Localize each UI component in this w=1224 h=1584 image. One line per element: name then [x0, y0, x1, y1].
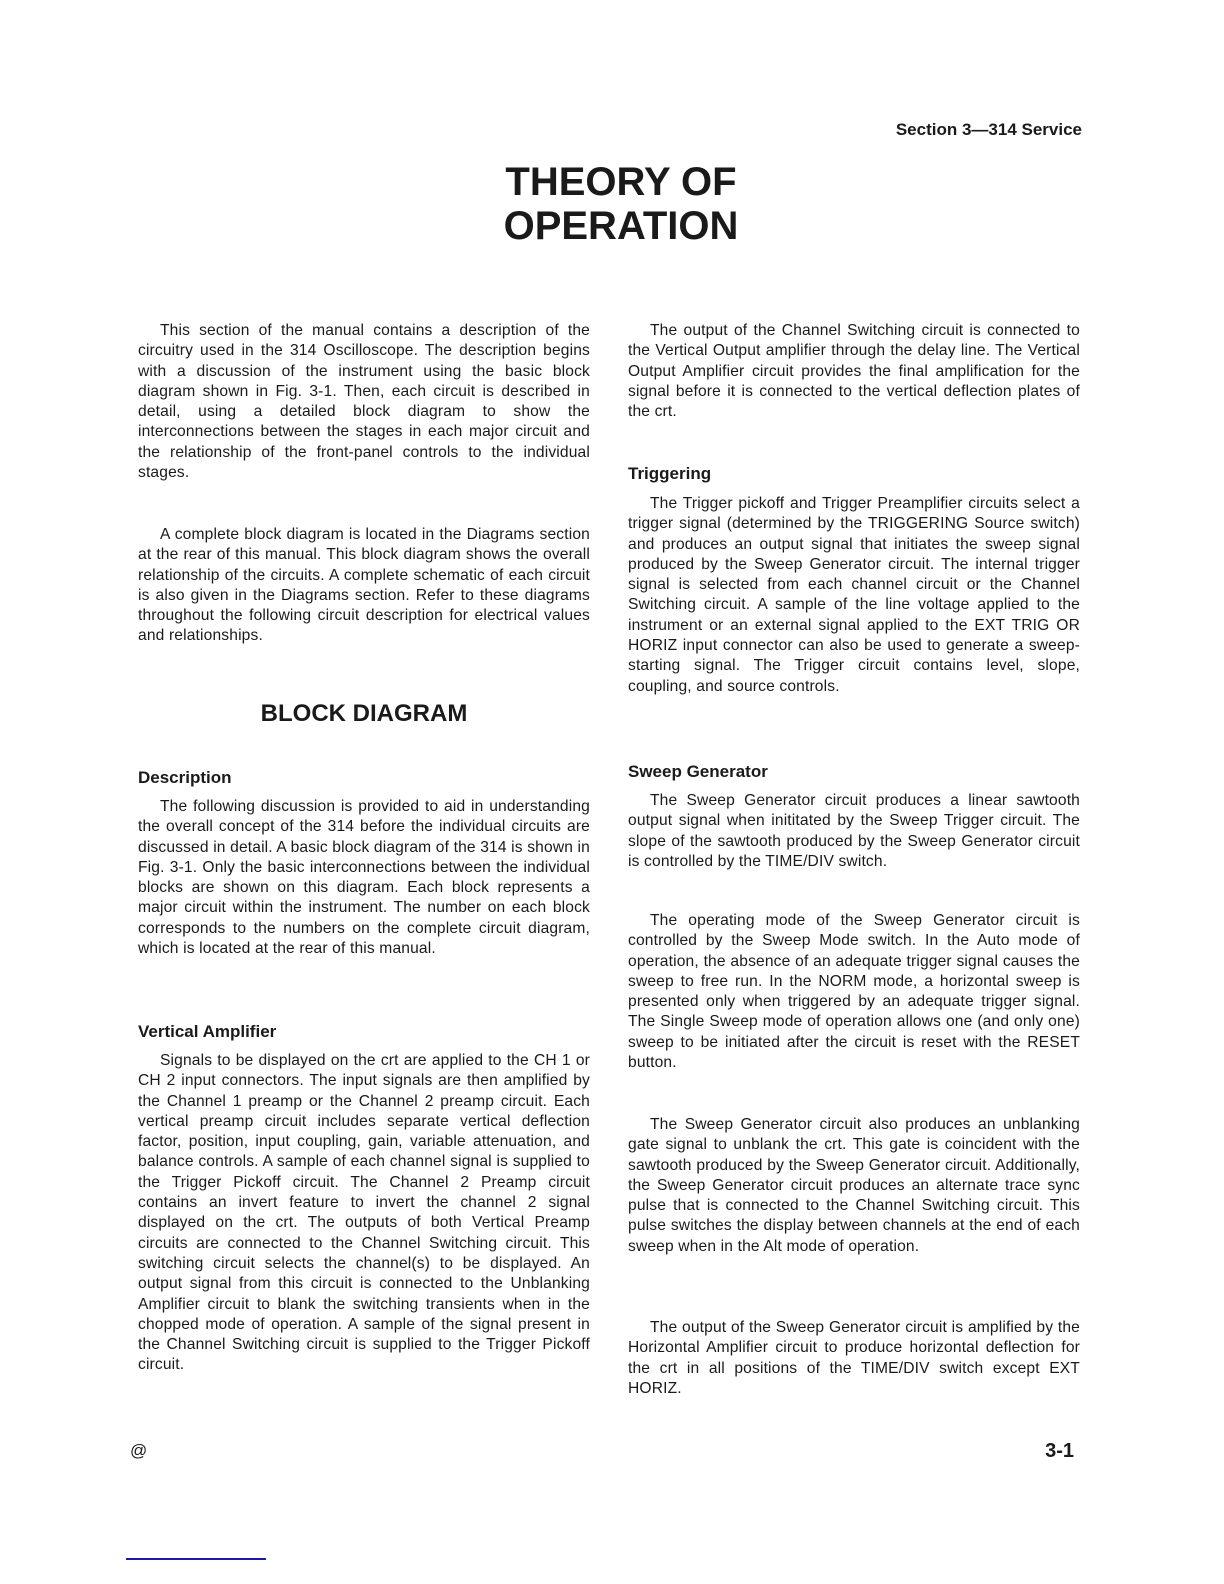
sweep-paragraph-1: The Sweep Generator circuit produces a linear sawtooth output signal when inititated by the Sweep Trigger circuit. The slope of the sawtooth produced by the Sweep Generator circuit is controlled by the TIME/DIV switch.: [628, 792, 1080, 870]
intro-paragraph-1: This section of the manual contains a description of the circuitry used in the 314 Oscilloscope. The description begins with a discussion of the instrument using the basic block diagram shown in Fig. 3-1. Then, each circuit is described in detail, using a detailed block diagram to show the interconnections between the stages in each major circuit and the relationship of the front-panel controls to the individual stages.: [138, 322, 590, 482]
output-paragraph: The output of the Channel Switching circuit is connected to the Vertical Output amplifier through the delay line. The Vertical Output Amplifier circuit provides the final amplification for the signal before it is connected to the vertical deflection plates of the crt.: [628, 322, 1080, 421]
vertical-amplifier-heading: Vertical Amplifier: [138, 1022, 277, 1041]
sweep-paragraph-3: The Sweep Generator circuit also produces an unblanking gate signal to unblank the crt. This gate is coincident with the sawtooth produced by the Sweep Generator circuit. Additionally, the Sweep Generator circuit produces an alternate trace sync pulse that is connected to the Channel Switching circuit. This pulse switches the display between channels at the end of each sweep when in the Alt mode of operation.: [628, 1116, 1080, 1255]
sweep-paragraph-2: The operating mode of the Sweep Generator circuit is controlled by the Sweep Mode switch. In the Auto mode of operation, the absence of an adequate trigger signal causes the sweep to free run. In the NORM mode, a horizontal sweep is presented only when triggered by an adequate trigger signal. The Single Sweep mode of operation allows one (and only one) sweep to be initiated after the circuit is reset with the RESET button.: [628, 912, 1080, 1072]
sweep-generator-heading: Sweep Generator: [628, 762, 768, 781]
section-header: Section 3—314 Service: [895, 120, 1082, 139]
block-diagram-heading: BLOCK DIAGRAM: [260, 700, 468, 727]
vertical-amplifier-paragraph: Signals to be displayed on the crt are applied to the CH 1 or CH 2 input connectors. The input signals are then amplified by the Channel 1 preamp or the Channel 2 preamp circuit. Each vertical preamp circuit includes separate vertical deflection factor, position, input coupling, gain, variable attenuation, and balance controls. A sample of each channel signal is supplied to the Trigger Pickoff circuit. The Channel 2 Preamp circuit contains an invert feature to invert the channel 2 signal displayed on the crt. The outputs of both Vertical Preamp circuits are connected to the Channel Switching circuit. This switching circuit selects the channel(s) to be displayed. An output signal from this circuit is connected to the Unblanking Amplifier circuit to blank the switching transients when in the chopped mode of operation. A sample of the signal present in the Channel Switching circuit is supplied to the Trigger Pickoff circuit.: [138, 1052, 590, 1374]
triggering-paragraph: The Trigger pickoff and Trigger Preamplifier circuits select a trigger signal (determined by the TRIGGERING Source switch) and produces an output signal that initiates the sweep signal produced by the Sweep Generator circuit. The internal trigger signal is selected from each channel circuit or the Channel Switching circuit. A sample of the line voltage applied to the instrument or an external signal applied to the EXT TRIG OR HORIZ input connector can also be used to generate a sweep-starting signal. The Trigger circuit contains level, slope, coupling, and source controls.: [628, 495, 1080, 695]
triggering-heading: Triggering: [628, 464, 712, 483]
page-number: 3-1: [1045, 1440, 1074, 1462]
intro-paragraph-2: A complete block diagram is located in the Diagrams section at the rear of this manual. This block diagram shows the overall relationship of the circuits. A complete schematic of each circuit is also given in the Diagrams section. Refer to these diagrams throughout the following circuit description for electrical values and relationships.: [138, 526, 590, 645]
sweep-paragraph-4: The output of the Sweep Generator circuit is amplified by the Horizontal Amplifier circuit to produce horizontal deflection for the crt in all positions of the TIME/DIV switch except EXT HORIZ.: [628, 1319, 1080, 1397]
title-line-2: OPERATION: [503, 204, 739, 248]
description-paragraph: The following discussion is provided to aid in understanding the overall concept of the 314 before the individual circuits are discussed in detail. A basic block diagram of the 314 is shown in Fig. 3-1. Only the basic interconnections between the individual blocks are shown on this diagram. Each block represents a major circuit within the instrument. The number on each block corresponds to the numbers on the complete circuit diagram, which is located at the rear of this manual.: [138, 798, 590, 958]
page-title: [0, 160, 1224, 248]
footer-mark: @: [130, 1441, 148, 1460]
description-heading: Description: [138, 768, 232, 787]
title-line-1: THEORY OF: [505, 160, 737, 204]
footer-rule: [126, 1558, 266, 1560]
